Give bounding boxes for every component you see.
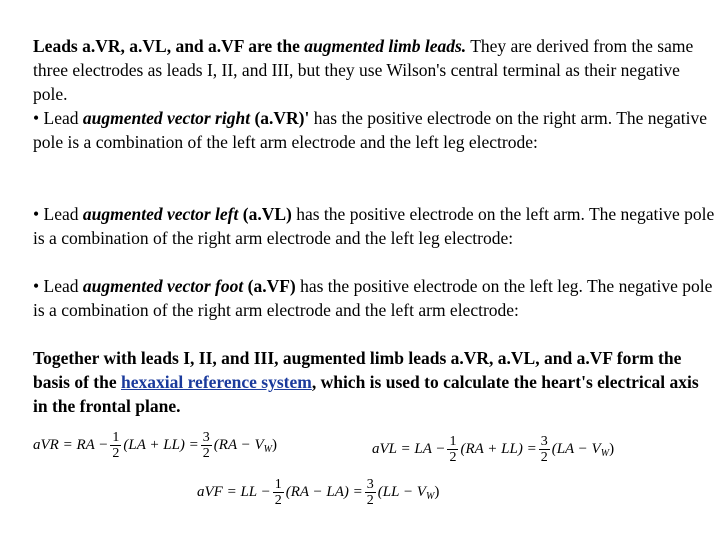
fraction-numerator: 3 [540, 434, 548, 449]
fraction-denominator: 2 [540, 450, 548, 465]
avl-eq-end: (LA − V [551, 441, 601, 457]
fraction-denominator: 2 [202, 446, 210, 461]
avf-description: has the positive electrode on the left leg. The negative pole is a combination of the right arm electrode and the left arm electrode: [33, 276, 713, 320]
avl-equation [372, 434, 614, 465]
avf-eq-fraction-half [273, 477, 284, 508]
avf-equation [197, 477, 439, 508]
avr-eq-close: ) [271, 437, 277, 453]
avf-abbr: (a.VF) [243, 276, 296, 296]
avf-eq-end: (LL − V [377, 484, 426, 500]
avf-eq-lhs: aVF = LL − [197, 484, 271, 500]
fraction-numerator: 3 [202, 430, 210, 445]
summary-after-text: , which is used to calculate the heart's electrical axis in the frontal plane. [33, 372, 699, 416]
fraction-denominator: 2 [274, 493, 282, 508]
summary-paragraph [33, 346, 715, 418]
avf-term: augmented vector foot [82, 276, 244, 296]
avl-abbr: (a.VL) [238, 204, 292, 224]
fraction-numerator: 1 [112, 430, 120, 445]
fraction-denominator: 2 [449, 450, 457, 465]
avr-eq-fraction-three-halves [201, 430, 212, 461]
avr-abbr: (a.VR)' [250, 108, 310, 128]
fraction-numerator: 1 [274, 477, 282, 492]
avf-bullet-prefix: • Lead [33, 276, 83, 296]
avr-eq-fraction-half [110, 430, 121, 461]
fraction-denominator: 2 [366, 493, 374, 508]
avr-bullet-prefix: • Lead [33, 108, 83, 128]
fraction-numerator: 3 [366, 477, 374, 492]
avr-description: has the positive electrode on the right arm. The negative pole is a combination of the left arm electrode and the left leg electrode: [33, 108, 708, 152]
avf-eq-fraction-three-halves [365, 477, 376, 508]
avr-eq-middle: (LA + LL) = [123, 437, 199, 453]
avr-eq-subscript: W [263, 444, 272, 455]
avl-eq-middle: (RA + LL) = [460, 441, 537, 457]
avr-equation [33, 430, 277, 461]
avl-paragraph [33, 202, 715, 250]
avl-eq-lhs: aVL = LA − [372, 441, 446, 457]
intro-lead-text: Leads a.VR, a.VL, and a.VF are the [33, 36, 305, 56]
avl-term: augmented vector left [82, 204, 239, 224]
avr-eq-lhs: aVR = RA − [33, 437, 109, 453]
avf-paragraph [33, 274, 715, 322]
hexaxial-reference-system-link[interactable]: hexaxial reference system [121, 372, 312, 392]
fraction-numerator: 1 [449, 434, 457, 449]
avr-term: augmented vector right [82, 108, 251, 128]
intro-rest-text: They are derived from the same three electrodes as leads I, II, and III, but they use Wilson's central terminal as their negative pole. [33, 36, 694, 104]
avl-eq-fraction-three-halves [539, 434, 550, 465]
intro-paragraph [33, 34, 715, 154]
summary-before-text: Together with leads I, II, and III, augmented limb leads a.VR, a.VL, and a.VF form the basis of the [33, 348, 682, 392]
avl-eq-subscript: W [600, 448, 610, 459]
avf-eq-middle: (RA − LA) = [285, 484, 363, 500]
fraction-denominator: 2 [112, 446, 120, 461]
avl-eq-close: ) [609, 441, 615, 457]
avl-eq-fraction-half [447, 434, 458, 465]
augmented-limb-leads-term: augmented limb leads. [304, 36, 467, 56]
avl-bullet-prefix: • Lead [33, 204, 83, 224]
avf-eq-subscript: W [425, 491, 435, 502]
avf-eq-close: ) [434, 484, 440, 500]
avr-eq-end: (RA − V [213, 437, 264, 453]
avl-description: has the positive electrode on the left arm. The negative pole is a combination of the right arm electrode and the left leg electrode: [33, 204, 715, 248]
